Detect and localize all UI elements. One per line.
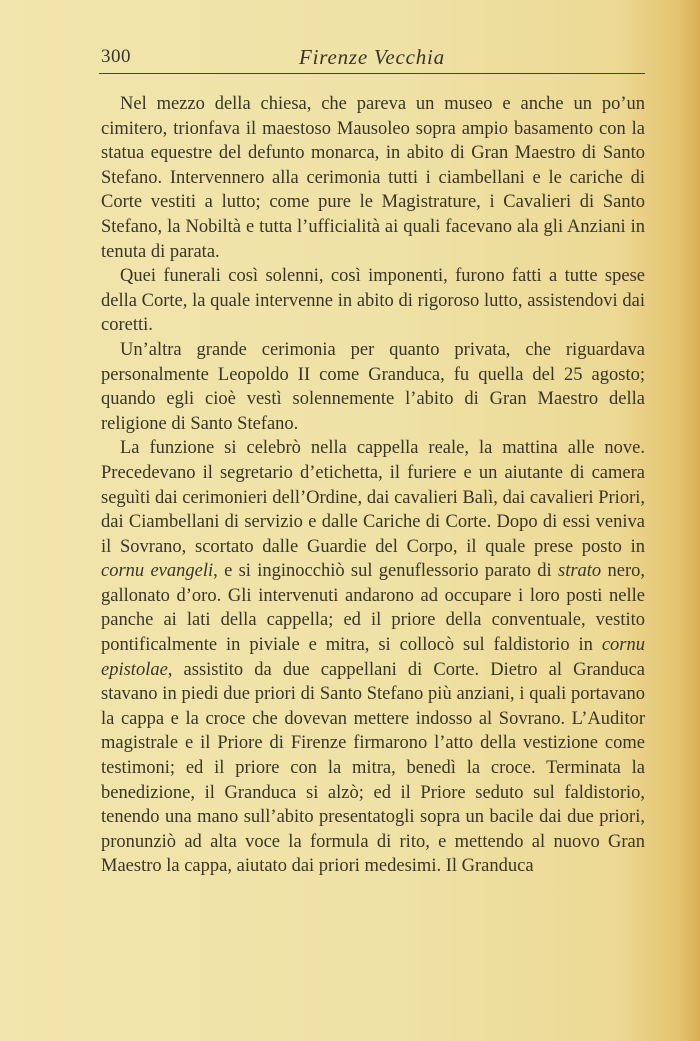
paragraph-text: La funzione si celebrò nella cappella reale, la mattina alle nove. Precedevano il segretario d’etichetta, il furiere e un aiutante di camera seguìti dai cerimonieri dell’Ordine, dai cavalieri Balì, dai cavalieri Priori, dai Ciambellani di servizio e dalle Cariche di Corte. Dopo di essi veniva il Sovrano, scortato dalle Guardie del Corpo, il quale prese posto in xyxy=(101,438,645,557)
running-title: Firenze Vecchia xyxy=(299,45,445,69)
paragraph xyxy=(101,264,645,338)
paragraph xyxy=(101,436,645,879)
body-text xyxy=(101,92,645,879)
page-header xyxy=(99,42,645,74)
italic-phrase: cornu epistolae xyxy=(101,635,645,680)
header-rule xyxy=(99,73,645,74)
italic-phrase: strato xyxy=(558,561,602,582)
paragraph xyxy=(101,92,645,264)
paragraph-text: Quei funerali così solenni, così imponenti, furono fatti a tutte spese della Corte, la quale intervenne in abito di rigoroso lutto, assistendovi dai coretti. xyxy=(101,266,645,336)
paragraph-text: , e si inginocchiò sul genuflessorio parato di xyxy=(213,561,558,582)
paragraph-text: Nel mezzo della chiesa, che pareva un museo e anche un po’un cimitero, trionfava il maestoso Mausoleo sopra ampio basamento con la statua equestre del defunto monarca, in abito di Gran Maestro di Santo Stefano. Intervennero alla cerimonia tutti i ciambellani e le cariche di Corte vestiti a lutto; come pure le Magistrature, i Cavalieri di Santo Stefano, la Nobiltà e tutta l’ufficialità ai quali facevano ala gli Anziani in tenuta di parata. xyxy=(101,94,645,262)
italic-phrase: cornu evangeli xyxy=(101,561,214,582)
paragraph-text: nero, gallonato d’oro. Gli intervenuti andarono ad occupare i loro posti nelle panche ai lati della cappella; ed il priore della conventuale, vestito pontificalmente in piviale e mitra, si collocò sul faldistorio in xyxy=(101,561,645,656)
page-number: 300 xyxy=(101,46,131,67)
paragraph-text: , assistito da due cappellani di Corte. Dietro al Granduca stavano in piedi due priori di Santo Stefano più anziani, i quali portavano la cappa e la croce che dovevan mettere indosso al Sovrano. L’Auditor magistrale e il Priore di Firenze firmarono l’atto della vestizione come testimoni; ed il priore con la mitra, benedì la croce. Terminata la benedizione, il Granduca si alzò; ed il Priore seduto sul faldistorio, tenendo una mano sull’abito presentatogli sopra un bacile dai due priori, pronunziò ad alta voce la formula di rito, e mettendo al nuovo Gran Maestro la cappa, aiutato dai priori medesimi. Il Granduca xyxy=(101,659,645,877)
paragraph-text: Un’altra grande cerimonia per quanto privata, che riguardava personalmente Leopoldo II come Granduca, fu quella del 25 agosto; quando egli cioè vestì solennemente l’abito di Gran Maestro della religione di Santo Stefano. xyxy=(101,339,645,434)
paragraph xyxy=(101,338,645,436)
